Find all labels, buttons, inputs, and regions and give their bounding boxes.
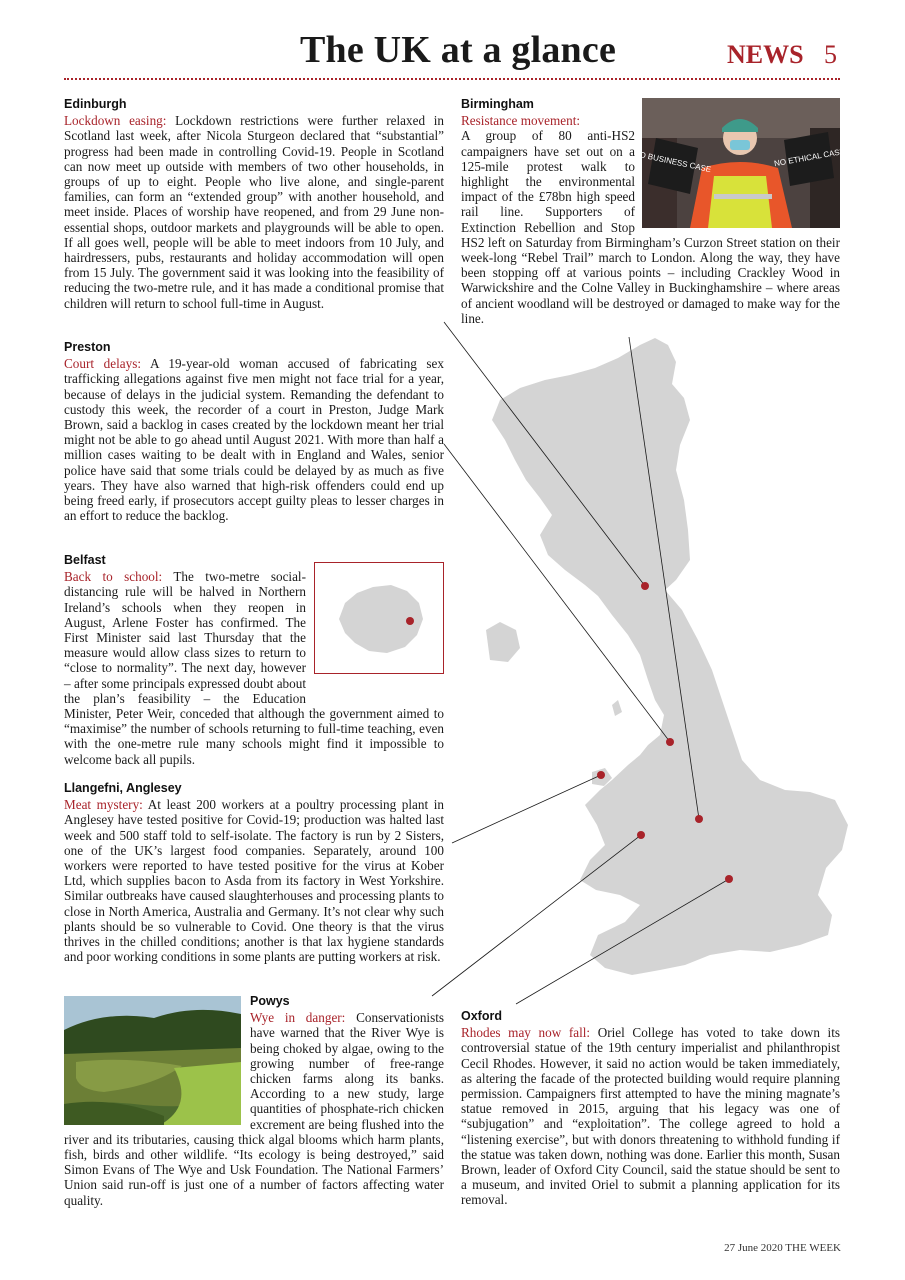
section-label: NEWS [727, 40, 804, 69]
story-location: Powys [250, 994, 290, 1008]
story-kicker: Back to school: [64, 569, 163, 585]
pin-powys [637, 831, 645, 839]
story-edinburgh [64, 97, 444, 311]
pin-oxford [725, 875, 733, 883]
leader-line-preston [444, 444, 670, 742]
story-body: Oriel College has voted to take down its controversial statue of the 19th century imperialist and philanthropist Cecil Rhodes. However, it said no action would be taken immediately, as altering the facade of the protected building would require planning permission. Campaigners first attempted to have the mining magnate’s statue removed in 2015, arguing that his legacy was one of “subjugation” and “exploitation”. The college agreed to hold a “listening exercise”, but with donors threatening to withhold funding if the statue was taken down, nothing was done. Earlier this month, Susan Brown, leader of Oxford City Council, said the statue should be sent to a museum, and invited Oriel to submit a planning application for its removal. [461, 1025, 841, 1208]
story-location: Birmingham [461, 97, 534, 111]
story-body: The two-metre social-distancing rule will be halved in Northern Ireland’s schools when they reopen in August, Arlene Foster has confirmed. The First Minister said last Thursday that the measure would allow class sizes to return to “close to normality”. The next day, however – after some principals expressed doubt about the plan’s feasibility – the Education Minister, Peter Weir, conceded that although the government aimed to “maximise” the number of schools returning to full-time teaching, even with the one-metre rule many schools might find it impossible to welcome back all pupils. [64, 569, 444, 767]
leader-line-edinburgh [444, 322, 645, 586]
leader-line-llangefni [452, 775, 601, 843]
story-body: At least 200 workers at a poultry processing plant in Anglesey have tested positive for Covid-19; production was halted last week and 500 staff told to self-isolate. The factory is run by 2 Sisters, one of the UK’s largest food companies. Separately, around 100 workers were reported to have tested positive for the virus at Kober Ltd, which supplies bacon to Asda from its factory in West Yorkshire. Similar outbreaks have caused slaughterhouses and processing plants to close in North America, Australia and Germany. It’s not clear why such plants should be so vulnerable to Covid. One theory is that the virus thrives in the chilled conditions; another is that lax hygiene standards and poor working conditions in some plants are putting workers at risk. [64, 797, 444, 965]
pin-preston [666, 738, 674, 746]
story-location: Preston [64, 340, 111, 354]
story-powys [64, 994, 444, 1208]
story-preston [64, 340, 444, 523]
story-body: A 19-year-old woman accused of fabricating sex trafficking allegations against five men might not face trial for a year, because of delays in the judicial system. Remanding the defendant to custody this week, the recorder of a court in Preston, Judge Mark Brown, said a backlog in cases created by the lockdown meant her trial might not be able to go ahead until August 2021. With more than half a million cases waiting to be dealt with in England and Wales, senior police have said that some trials could be delayed by as much as five years. They have also warned that high-risk offenders could end up being freed early, if prosecutors accept guilty pleas to lesser charges in an effort to reduce the backlog. [64, 356, 444, 524]
story-kicker: Lockdown easing: [64, 113, 167, 129]
page-title: The UK at a glance [300, 29, 617, 71]
great-britain-shape [492, 338, 848, 975]
story-location: Oxford [461, 1009, 502, 1023]
pin-edinburgh [641, 582, 649, 590]
story-location: Belfast [64, 553, 106, 567]
story-kicker: Court delays: [64, 356, 142, 372]
isle-of-man-shape [612, 700, 622, 716]
story-kicker: Meat mystery: [64, 797, 143, 813]
page-footer [724, 1242, 841, 1254]
inset-spacer [306, 569, 444, 691]
story-llangefni [64, 781, 444, 964]
pin-birmingham [695, 815, 703, 823]
publication-name: THE WEEK [785, 1242, 841, 1254]
story-body: Conservationists have warned that the River Wye is being choked by algae, owing to the growing number of free-range chicken farms along its banks. According to a new study, large quantities of phosphate-rich chicken excrement are being flushed into the river and its tributaries, causing thick algal blooms which harm plants, fish, birds and other wildlife. “Its ecology is being destroyed,” said Simon Evans of The Wye and Usk Foundation. The National Farmers’ Union said run-off is just one of a number of factors affecting water quality. [64, 1010, 445, 1208]
story-belfast [64, 553, 444, 767]
northern-ireland-shape [486, 622, 520, 662]
story-location: Llangefni, Anglesey [64, 781, 182, 795]
issue-date: 27 June 2020 [724, 1242, 783, 1254]
story-kicker: Rhodes may now fall: [461, 1025, 591, 1041]
story-kicker: Resistance movement: [461, 113, 581, 129]
story-kicker: Wye in danger: [250, 1010, 346, 1026]
story-body: Lockdown restrictions were further relaxed in Scotland last week, after Nicola Sturgeon declared that “substantial” progress had been made in controlling Covid-19. People in Scotland can now meet up outside with members of two other households, in groups of up to eight. People who live alone, and single-parent families, can form an “extended group” with another household, and meet inside. Places of worship have reopened, and from 29 June non-essential shops, outdoor markets and playgrounds will be able to open. If all goes well, people will be able to meet indoors from 10 July, and hairdressers, pubs, restaurants and holiday accommodation will open from 15 July. The government said it was looking into the feasibility of reducing the two-metre rule, and it has made a conditional promise that children will return to school full-time in August. [64, 113, 445, 311]
page-number: 5 [824, 40, 837, 69]
header-divider [64, 78, 840, 80]
story-oxford [461, 1009, 840, 1208]
leader-line-birmingham [629, 337, 699, 819]
story-location: Edinburgh [64, 97, 127, 111]
sign-left-text: NO BUSINESS CASE [633, 148, 712, 175]
leader-line-oxford [516, 879, 729, 1004]
story-birmingham [461, 97, 840, 326]
anglesey-shape [592, 768, 612, 786]
photo-spacer [64, 994, 250, 1129]
sign-right-text: NO ETHICAL CASE [773, 146, 846, 169]
photo-spacer [635, 97, 840, 230]
story-body: A group of 80 anti-HS2 campaigners have set out on a 125-mile protest walk to highlight the environmental impact of the £78bn high speed rail line. Supporters of Extinction Rebellion and Stop HS2 left on Saturday from Birmingham’s Curzon Street station on their week-long “Rebel Trail” march to London. Along the way, they have been stopping off at various points – including Crackley Wood in Warwickshire and the Colne Valley in Buckinghamshire – where areas of ancient woodland will be destroyed or damaged to make way for the line. [461, 128, 840, 326]
leader-line-powys [432, 835, 641, 996]
pin-llangefni [597, 771, 605, 779]
